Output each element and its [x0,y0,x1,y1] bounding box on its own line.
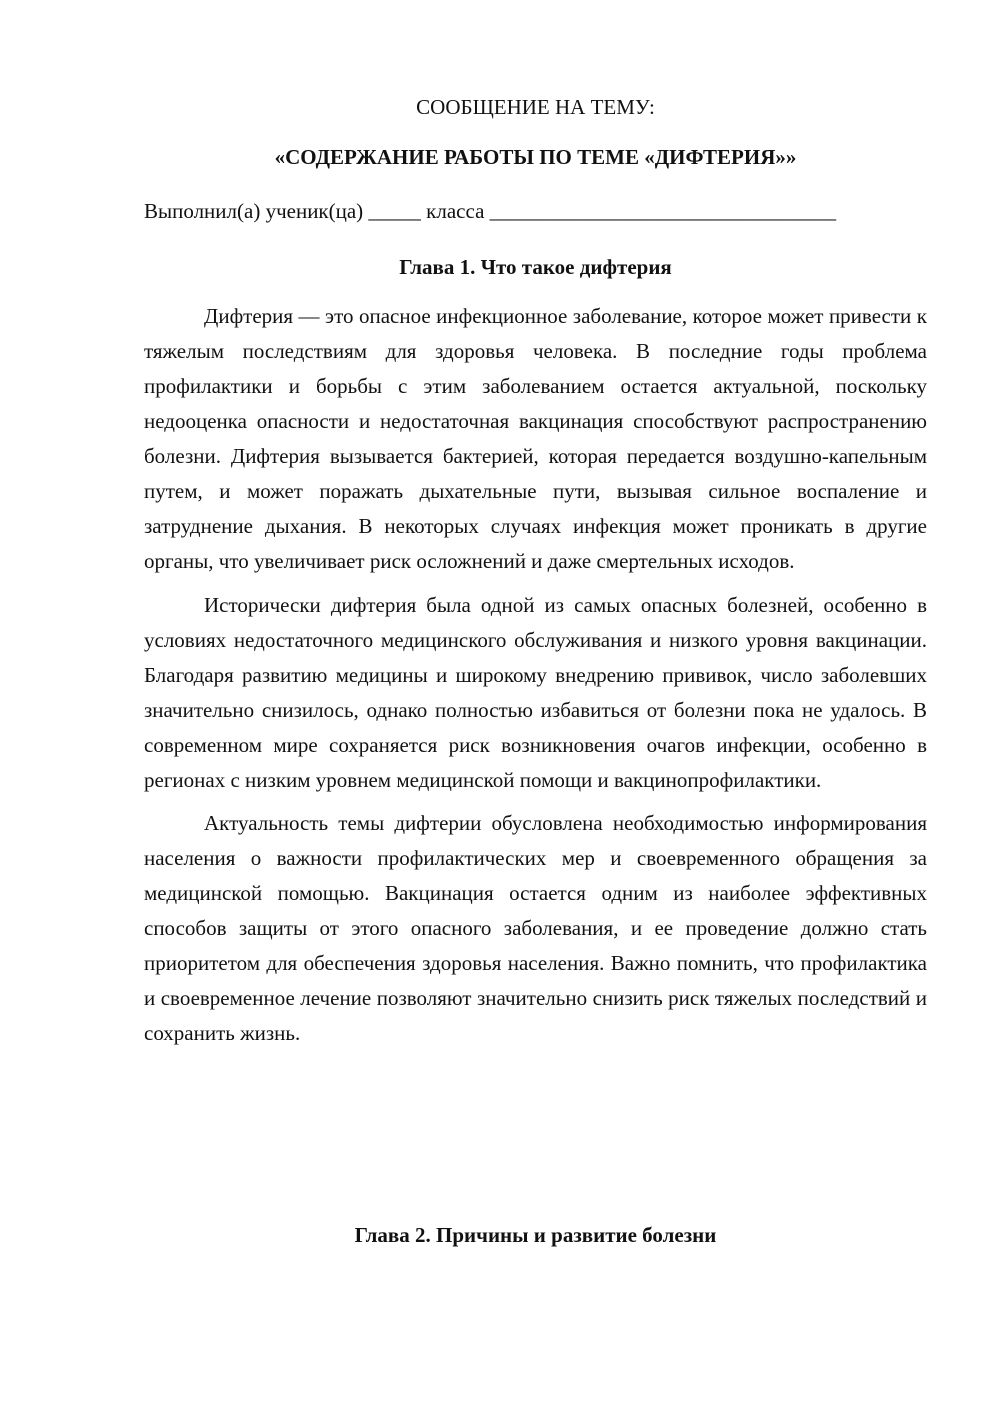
chapter-2-heading: Глава 2. Причины и развитие болезни [354,1223,717,1247]
chapter-1-paragraph-3: Актуальность темы дифтерии обусловлена необходимостью информирования населения о важности профилактических мер и своевременного обращения за медицинской помощью. Вакцинация остается одним из наиболее эффективных способов защиты от этого опасного заболевания, и ее проведение должно стать приоритетом для обеспечения здоровья населения. Важно помнить, что профилактика и своевременное лечение позволяют значительно снизить риск тяжелых последствий и сохранить жизнь. [144,811,927,1045]
document-header: СООБЩЕНИЕ НА ТЕМУ: [416,95,655,119]
chapter-1-paragraph-2: Исторически дифтерия была одной из самых опасных болезней, особенно в условиях недостаточного медицинского обслуживания и низкого уровня вакцинации. Благодаря развитию медицины и широкому внедрению прививок, число заболевших значительно снизилось, однако полностью избавиться от болезни пока не удалось. В современном мире сохраняется риск возникновения очагов инфекции, особенно в регионах с низким уровнем медицинской помощи и вакцинопрофилактики. [144,592,927,792]
chapter-1-paragraph-1: Дифтерия — это опасное инфекционное заболевание, которое может привести к тяжелым последствиям для здоровья человека. В последние годы проблема профилактики и борьбы с этим заболеванием остается актуальной, поскольку недооценка опасности и недостаточная вакцинация способствуют распространению болезни. Дифтерия вызывается бактерией, которая передается воздушно-капельным путем, и может поражать дыхательные пути, вызывая сильное воспаление и затруднение дыхания. В некоторых случаях инфекция может проникать в другие органы, что увеличивает риск осложнений и даже смертельных исходов. [144,304,927,573]
document-title: «СОДЕРЖАНИЕ РАБОТЫ ПО ТЕМЕ «ДИФТЕРИЯ»» [274,145,797,169]
chapter-1-heading: Глава 1. Что такое дифтерия [399,255,672,279]
chapter-1-body [144,299,927,1060]
student-info-line: Выполнил(а) ученик(ца) _____ класса _________________________________ [144,199,837,223]
